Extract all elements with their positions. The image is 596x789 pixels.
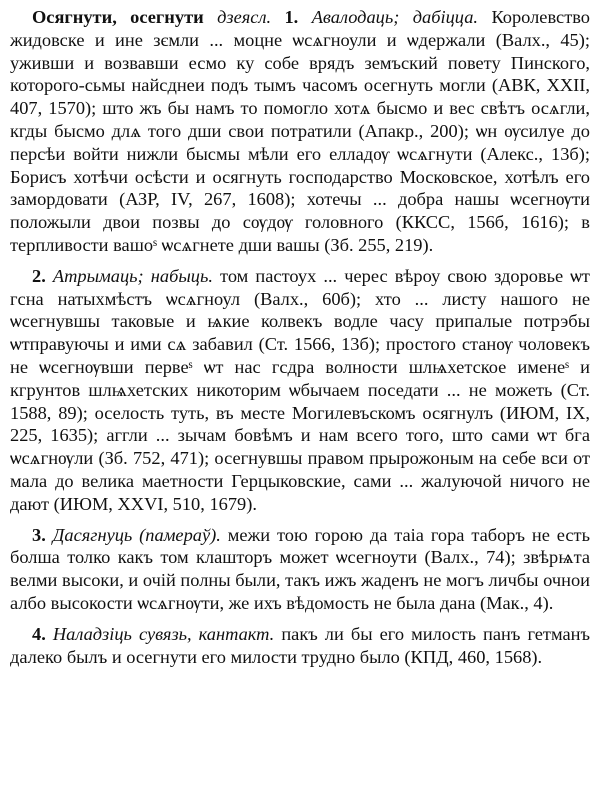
sense-number: 1. [284, 7, 299, 27]
part-of-speech: дзеясл. [217, 7, 272, 27]
sense-number: 3. [32, 524, 46, 545]
sense-citations: межи тою горою да таіа гора таборъ не есть болша толко какъ том клашторъ может ѡсегноути (Валх., 74); звѣрѩта велми высоки, и очій полны были, такъ ижъ жаденъ не могъ личбы очнои албо высокости ѡсѧгнѹти, же ихъ вѣдомость не была дана (Мак., 4). [10, 524, 590, 613]
dictionary-entry [10, 6, 590, 668]
sense-gloss: Наладзіць сувязь, кантакт. [52, 623, 275, 644]
entry-sense-2 [10, 265, 590, 516]
sense-gloss: Атрымаць; набыць. [52, 265, 213, 286]
entry-sense-4 [10, 623, 590, 669]
entry-sense-1 [10, 6, 590, 257]
sense-number: 2. [32, 265, 46, 286]
sense-gloss: Дасягнуць (памераў). [52, 524, 221, 545]
entry-sense-3 [10, 524, 590, 615]
sense-citations: пакъ ли бы его милость панъ гетманъ далеко былъ и осегнути его милости трудно было (КПД, 460, 1568). [10, 623, 590, 667]
sense-citations: том пастоух ... черес вѣроу свою здоровье ѡт гсна натыхмѣстъ ѡсѧгноул (Валх., 60б); хто ... листу нашого не ѡсегнувшы таковые и ѩкие колвекъ водле часу припалые потрэбы ѡтправуючы и ими сѧ забавил (Ст. 1566, 13б); простого станѹ чоловекъ не ѡсегнѹвши первеˢ ѡт нас гсдра волности шлѩхетское именеˢ и кгрунтов шлѩхетских никоторим ѡбычаем поседати ... не можеть (Ст. 1588, 89); оселость туть, въ месте Могилевъскомъ осягнулъ (ИЮМ, IX, 225, 1635); аггли ... зычам бовѣмъ и нам всего того, што сами ѡт бга ѡсѧгнѹли (Зб. 752, 471); осегнувшы правом прырожоным на себе вси от мала до велика маетности Герцыковские, сами ... жалуючой ничого не дают (ИЮМ, XXVI, 510, 1679). [10, 265, 590, 514]
sense-gloss: Авалодаць; дабіцца. [311, 7, 479, 27]
entry-headword: Осягнути, осегнути [32, 7, 204, 27]
sense-citations: Королевство жидовске и ине зємли ... моцне ѡсѧгноули и ѡдержали (Валх., 45); уживши и возвавши есмо ку собе врядъ земъский повету Пинского, которого-сьмы найсднеи подъ тымъ часомъ осегнуть могли (АВК, XXII, 407, 1570); што жъ бы намъ то помогло хотѧ бысмо и вес свѣтъ осѧгли, кгды бысмо длѧ того дши свои потратили (Апакр., 200); ѡн ѹсилуе до персѣи войти нижли бысмы мѣли его елладѹ ѡсѧгнути (Алекс., 13б); Борисъ хотѣчи осѣсти и осягнуть господарство Московское, хотѣлъ его замордовати (АЗР, IV, 267, 1608); хотечы ... добра нашы ѡсегнѹти положыли двои позвы до сѹдѹ головного (ККСС, 156б, 1616); в терпливости вашоˢ ѡсѧгнете дши вашы (Зб. 255, 219). [10, 7, 590, 255]
sense-number: 4. [32, 623, 46, 644]
